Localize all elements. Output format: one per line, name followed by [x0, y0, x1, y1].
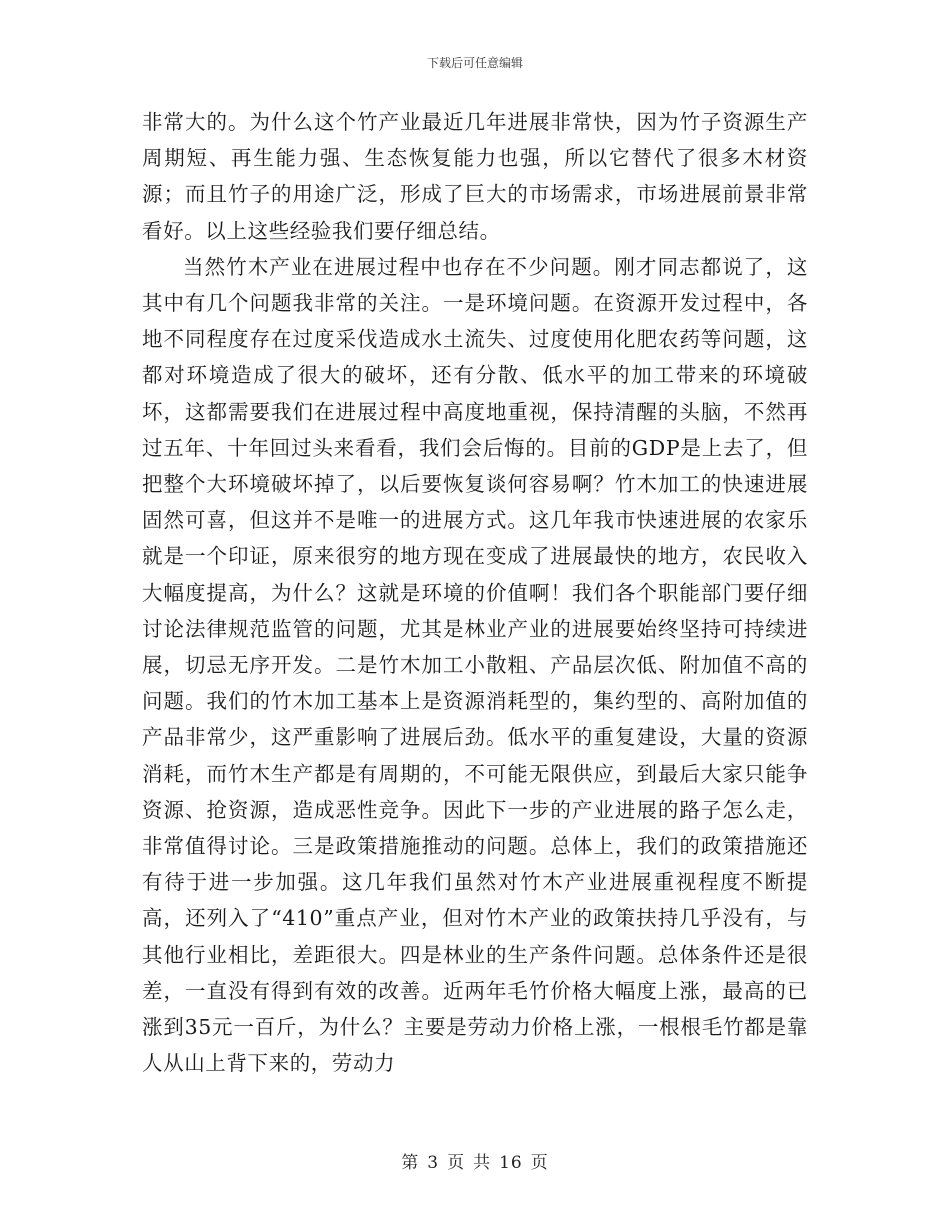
- page-footer: [0, 1148, 950, 1173]
- document-body: [142, 104, 808, 1081]
- current-page-number: 3: [427, 1153, 440, 1173]
- total-page-count: 16: [499, 1153, 523, 1173]
- total-prefix: 共: [473, 1153, 492, 1173]
- total-unit: 页: [530, 1153, 549, 1173]
- paragraph-1: 非常大的。为什么这个竹产业最近几年进展非常快，因为竹子资源生产周期短、再生能力强、生态恢复能力也强，所以它替代了很多木材资源；而且竹子的用途广泛，形成了巨大的市场需求，市场进展前景非常看好。以上这些经验我们要仔细总结。: [142, 110, 808, 243]
- page-unit: 页: [447, 1153, 466, 1173]
- paragraph-2: 当然竹木产业在进展过程中也存在不少问题。刚才同志都说了，这其中有几个问题我非常的关注。一是环境问题。在资源开发过程中，各地不同程度存在过度采伐造成水土流失、过度使用化肥农药等问题，这都对环境造成了很大的破坏，还有分散、低水平的加工带来的环境破坏，这都需要我们在进展过程中高度地重视，保持清醒的头脑，不然再过五年、十年回过头来看看，我们会后悔的。目前的GDP是上去了，但把整个大环境破坏掉了，以后要恢复谈何容易啊？竹木加工的快速进展固然可喜，但这并不是唯一的进展方式。这几年我市快速进展的农家乐就是一个印证，原来很穷的地方现在变成了进展最快的地方，农民收入大幅度提高，为什么？这就是环境的价值啊！我们各个职能部门要仔细讨论法律规范监管的问题，尤其是林业产业的进展要始终坚持可持续进展，切忌无序开发。二是竹木加工小散粗、产品层次低、附加值不高的问题。我们的竹木加工基本上是资源消耗型的，集约型的、高附加值的产品非常少，这严重影响了进展后劲。低水平的重复建设，大量的资源消耗，而竹木生产都是有周期的，不可能无限供应，到最后大家只能争资源、抢资源，造成恶性竞争。因此下一步的产业进展的路子怎么走，非常值得讨论。三是政策措施推动的问题。总体上，我们的政策措施还有待于进一步加强。这几年我们虽然对竹木产业进展重视程度不断提高，还列入了“410”重点产业，但对竹木产业的政策扶持几乎没有，与其他行业相比，差距很大。四是林业的生产条件问题。总体条件还是很差，一直没有得到有效的改善。近两年毛竹价格大幅度上涨，最高的已涨到35元一百斤，为什么？主要是劳动力价格上涨，一根根毛竹都是靠人从山上背下来的，劳动力: [142, 254, 808, 1076]
- page-prefix: 第: [401, 1153, 420, 1173]
- page-header-note: 下载后可任意编辑: [426, 56, 523, 70]
